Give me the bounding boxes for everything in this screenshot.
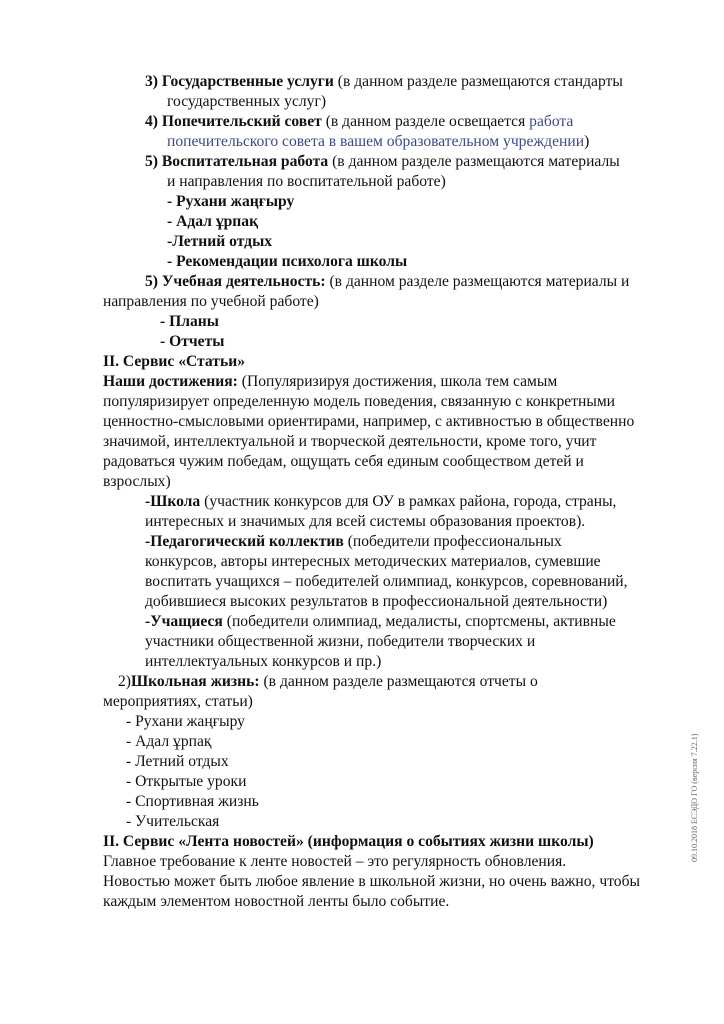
sub-item-rukhani: - Рухани жаңғыру bbox=[167, 193, 295, 210]
sub-item-plans: - Планы bbox=[160, 313, 219, 330]
section-news-heading: II. Сервис «Лента новостей» (информация о событиях жизни школы) bbox=[103, 833, 594, 850]
item-board: 4) Попечительский совет (в данном разделе освещается работа bbox=[145, 113, 574, 130]
students-line-2: участники общественной жизни, победители творческих и bbox=[145, 633, 536, 650]
students-line-3: интеллектуальных конкурсов и пр.) bbox=[145, 653, 382, 670]
item-gov-services-cont: государственных услуг) bbox=[167, 93, 327, 110]
item-study-cont: направления по учебной работе) bbox=[103, 293, 319, 310]
school-line-1: -Школа (участник конкурсов для ОУ в рамках района, города, страны, bbox=[145, 493, 617, 510]
section-articles-heading: II. Сервис «Статьи» bbox=[103, 353, 245, 370]
staff-line-1: -Педагогический коллектив (победители профессиональных bbox=[145, 533, 562, 550]
item-upbringing: 5) Воспитательная работа (в данном разделе размещаются материалы bbox=[145, 153, 620, 170]
school-life-line-2: мероприятиях, статьи) bbox=[103, 693, 253, 710]
life-item-open-lessons: - Открытые уроки bbox=[126, 773, 247, 790]
staff-line-3: воспитать учащихся – победителей олимпиад, конкурсов, соревнований, bbox=[145, 573, 628, 590]
sub-item-psychologist: - Рекомендации психолога школы bbox=[167, 253, 408, 270]
staff-line-2: конкурсов, авторы интересных методических материалов, сумевшие bbox=[145, 553, 601, 570]
item-gov-services: 3) Государственные услуги (в данном разделе размещаются стандарты bbox=[145, 73, 623, 90]
document-stamp: 09.10.2018 ЕСЭДО ГО (версия 7.22.1) bbox=[690, 733, 699, 862]
news-line-3: каждым элементом новостной ленты было событие. bbox=[103, 893, 450, 910]
sub-item-reports: - Отчеты bbox=[160, 333, 225, 350]
sub-item-adal: - Адал ұрпақ bbox=[167, 213, 259, 230]
life-item-rukhani: - Рухани жаңғыру bbox=[126, 713, 245, 730]
achievements-line-3: ценностно-смысловыми ориентирами, например, с активностью в общественно bbox=[103, 413, 635, 430]
achievements-line-4: значимой, интеллектуальной и творческой деятельности, кроме того, учит bbox=[103, 433, 597, 450]
students-line-1: -Учащиеся (победители олимпиад, медалисты, спортсмены, активные bbox=[145, 613, 616, 630]
life-item-sports: - Спортивная жизнь bbox=[126, 793, 259, 810]
achievements-line-5: радоваться чужим победам, ощущать себя единым сообществом детей и bbox=[103, 453, 584, 470]
school-line-2: интересных и значимых для всей системы образования проектов). bbox=[145, 513, 586, 530]
item-upbringing-cont: и направления по воспитательной работе) bbox=[167, 173, 446, 190]
staff-line-4: добившиеся высоких результатов в профессиональной деятельности) bbox=[145, 593, 608, 610]
school-life-line-1: 2)Школьная жизнь: (в данном разделе размещаются отчеты о bbox=[118, 673, 538, 690]
achievements-line-2: популяризирует определенную модель поведения, связанную с конкретными bbox=[103, 393, 616, 410]
life-item-adal: - Адал ұрпақ bbox=[126, 733, 212, 750]
news-line-1: Главное требование к ленте новостей – это регулярность обновления. bbox=[103, 853, 567, 870]
sub-item-summer: -Летний отдых bbox=[167, 233, 273, 250]
life-item-teachers: - Учительская bbox=[126, 813, 220, 830]
achievements-line-1: Наши достижения: (Популяризируя достижения, школа тем самым bbox=[103, 373, 558, 390]
news-line-2: Новостью может быть любое явление в школьной жизни, но очень важно, чтобы bbox=[103, 873, 641, 890]
item-board-cont: попечительского совета в вашем образовательном учреждении) bbox=[167, 133, 590, 150]
item-study: 5) Учебная деятельность: (в данном разделе размещаются материалы и bbox=[145, 273, 630, 290]
life-item-summer: - Летний отдых bbox=[126, 753, 229, 770]
achievements-line-6: взрослых) bbox=[103, 473, 171, 490]
